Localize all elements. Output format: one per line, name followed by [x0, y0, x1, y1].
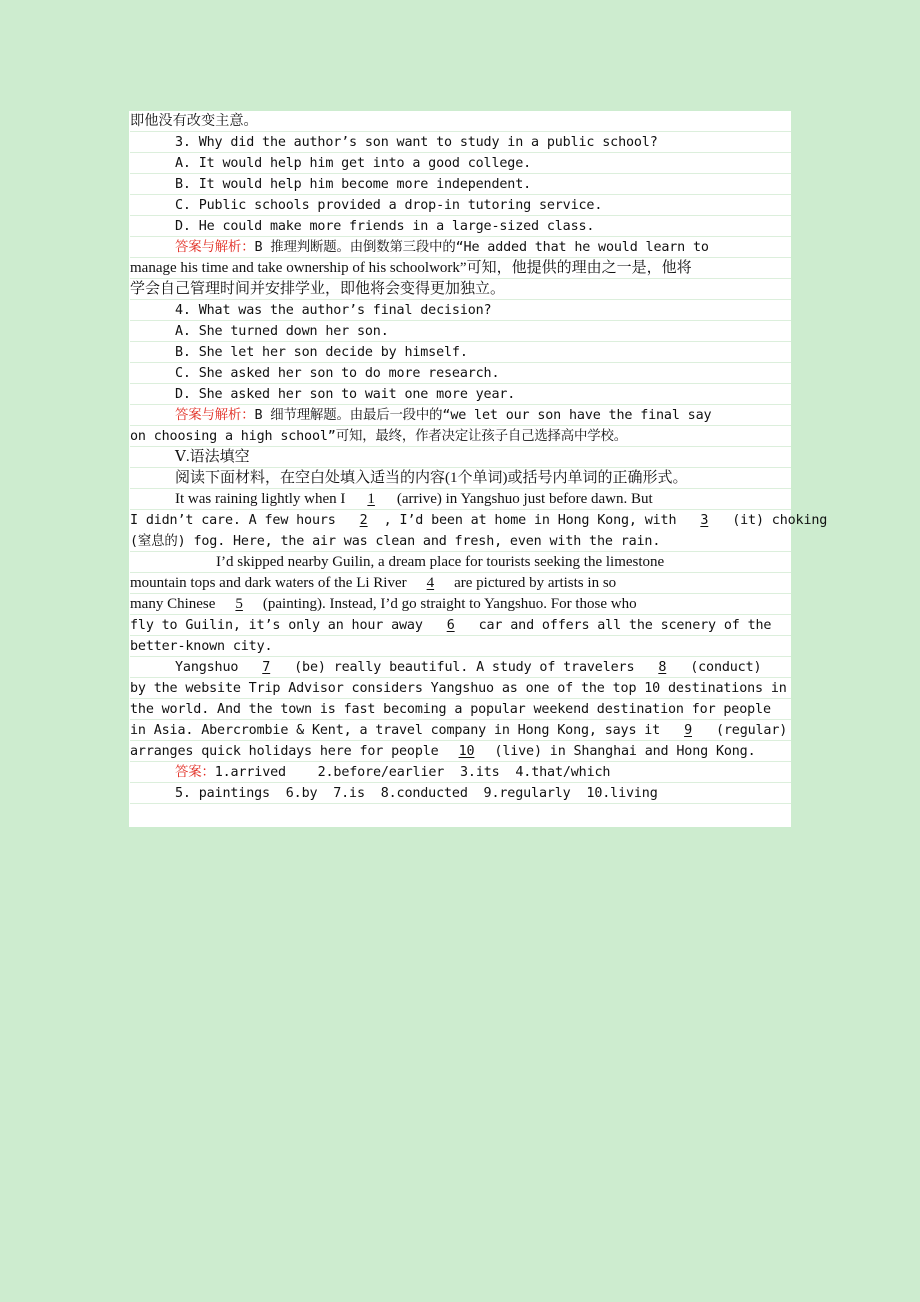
answer-3-cont	[130, 279, 791, 300]
passage-text: car and offers all the scenery of the	[478, 618, 772, 633]
instruction-text: 阅读下面材料，在空白处填入适当的内容(1个单词)或括号内单词的正确形式。	[175, 470, 688, 486]
answer-key-cont	[130, 783, 791, 804]
passage-text: by the website Trip Advisor considers Yangshuo as one of the top 10 destinations in	[130, 681, 787, 696]
passage-line	[130, 678, 791, 699]
blank-4: 4	[426, 575, 435, 591]
question-3	[130, 132, 791, 153]
passage-text: in Asia. Abercrombie & Kent, a travel company in Hong Kong, says it	[130, 723, 661, 738]
passage-text: the world. And the town is fast becoming a popular weekend destination for people	[130, 702, 771, 717]
passage-text: arranges quick holidays here for people	[130, 744, 439, 759]
blank-3: 3	[700, 513, 709, 528]
option-text: B. It would help him become more independent.	[175, 177, 532, 192]
passage-text: (be) really beautiful. A study of travelers	[294, 660, 635, 675]
option-text: A. It would help him get into a good college.	[175, 156, 532, 171]
blank-7: 7	[262, 660, 271, 675]
answer-text: 学会自己管理时间并安排学业，即他将会变得更加独立。	[130, 281, 506, 297]
option-3b	[130, 174, 791, 195]
passage-line	[130, 636, 791, 657]
passage-text: fly to Guilin, it’s only an hour away	[130, 618, 423, 633]
passage-line	[130, 657, 791, 678]
blank-10: 10	[458, 744, 475, 759]
option-3c	[130, 195, 791, 216]
option-text: C. She asked her son to do more research.	[175, 366, 500, 381]
passage-text: many Chinese	[130, 596, 216, 612]
answer-text: B 推理判断题。由倒数第三段中的“He added that he would learn to	[254, 240, 709, 255]
answer-label: 答案：	[175, 765, 215, 780]
passage-line	[130, 615, 791, 636]
passage-text: I’d skipped nearby Guilin, a dream place for tourists seeking the limestone	[216, 554, 665, 570]
question-4	[130, 300, 791, 321]
answer-4-cont	[130, 426, 791, 447]
option-text: C. Public schools provided a drop-in tutoring service.	[175, 198, 603, 213]
answer-text: 5. paintings 6.by 7.is 8.conducted 9.regularly 10.living	[175, 786, 658, 801]
blank-6: 6	[446, 618, 455, 633]
blank-2: 2	[359, 513, 368, 528]
question-text: 3. Why did the author’s son want to study in a public school?	[175, 135, 658, 150]
answer-4	[130, 405, 791, 426]
option-text: D. He could make more friends in a large-sized class.	[175, 219, 595, 234]
passage-text: (conduct)	[690, 660, 762, 675]
passage-line	[130, 594, 791, 615]
paragraph-text: 即他没有改变主意。	[130, 113, 258, 129]
option-4a	[130, 321, 791, 342]
option-text: B. She let her son decide by himself.	[175, 345, 468, 360]
answer-text: 1.arrived 2.before/earlier 3.its 4.that/which	[214, 765, 611, 780]
passage-text: It was raining lightly when I	[175, 491, 346, 507]
answer-text: on choosing a high school”可知，最终，作者决定让孩子自己选择高中学校。	[130, 429, 628, 444]
passage-text: better-known city.	[130, 639, 273, 654]
passage-line	[130, 489, 791, 510]
passage-text: mountain tops and dark waters of the Li River	[130, 575, 407, 591]
passage-line	[130, 510, 827, 531]
answer-key	[130, 762, 791, 783]
blank-5: 5	[235, 596, 243, 612]
blank-9: 9	[684, 723, 692, 738]
instruction	[130, 468, 791, 489]
blank-1: 1	[367, 491, 375, 507]
answer-label: 答案与解析：	[175, 408, 255, 423]
answer-text: B 细节理解题。由最后一段中的“we let our son have the final say	[254, 408, 712, 423]
question-text: 4. What was the author’s final decision?	[175, 303, 492, 318]
passage-text: (painting). Instead, I’d go straight to Yangshuo. For those who	[262, 596, 637, 612]
option-3d	[130, 216, 791, 237]
passage-text: (arrive) in Yangshuo just before dawn. But	[396, 491, 653, 507]
passage-line	[130, 552, 791, 573]
option-text: A. She turned down her son.	[175, 324, 389, 339]
passage-text: , I’d been at home in Hong Kong, with	[383, 513, 677, 528]
option-4c	[130, 363, 791, 384]
passage-text: (窒息的) fog. Here, the air was clean and fresh, even with the rain.	[130, 534, 661, 549]
passage-line	[130, 741, 791, 762]
passage-line	[130, 531, 791, 552]
passage-line	[130, 720, 791, 741]
option-text: D. She asked her son to wait one more year.	[175, 387, 516, 402]
passage-text: are pictured by artists in so	[454, 575, 617, 591]
text-line	[130, 111, 791, 132]
passage-line	[130, 573, 791, 594]
blank-8: 8	[658, 660, 667, 675]
passage-text: Yangshuo	[175, 660, 239, 675]
answer-3	[130, 237, 791, 258]
passage-text: (it) choking	[732, 513, 828, 528]
option-4b	[130, 342, 791, 363]
passage-text: (regular)	[715, 723, 788, 738]
passage-text: I didn’t care. A few hours	[130, 513, 336, 528]
passage-text: (live) in Shanghai and Hong Kong.	[494, 744, 756, 759]
option-3a	[130, 153, 791, 174]
section-title: Ⅴ.语法填空	[175, 449, 250, 465]
answer-text: manage his time and take ownership of his schoolwork”可知，他提供的理由之一是，他将	[130, 260, 692, 276]
option-4d	[130, 384, 791, 405]
passage-line	[130, 699, 791, 720]
section-heading	[130, 447, 791, 468]
answer-3-cont	[130, 258, 791, 279]
answer-label: 答案与解析：	[175, 240, 255, 255]
